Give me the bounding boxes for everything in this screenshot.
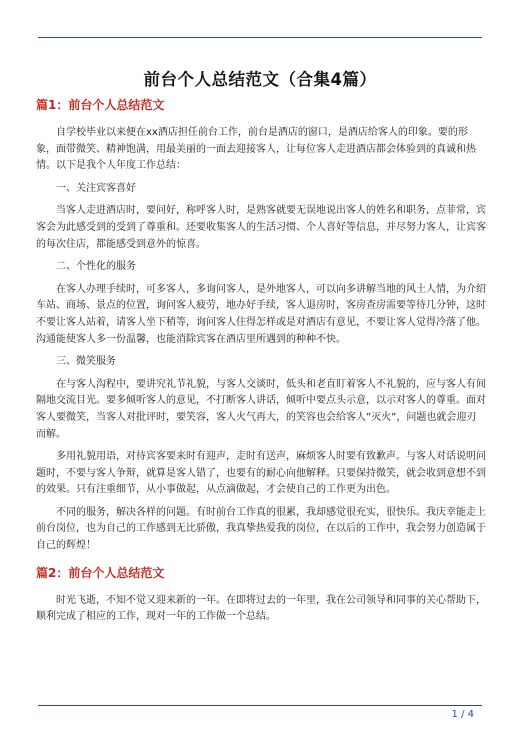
paragraph: 时光飞逝，不知不觉又迎来新的一年。在即将过去的一年里，我在公司领导和同事的关心帮助下，顺利完成了相应的工作，现对一年的工作做一个总结。 [36, 594, 486, 623]
paragraph: 自学校毕业以来便在xx酒店担任前台工作，前台是酒店的窗口，是酒店给客人的印象。要的形象，面带微笑、精神饱满，用最美丽的一面去迎接客人，让每位客人走进酒店都会体验到的真诚和热情。以下是我个人年度工作总结： [36, 127, 476, 172]
paragraph: 在与客人沟程中，要讲究礼节礼貌，与客人交谈时，低头和老直盯着客人不礼貌的，应与客人有间隔地交流目光。要多倾听客人的意见，不打断客人讲话，倾听中要点头示意，以示对客人的尊重。面对客人要微笑，当客人对批评时，要笑容，客人火气再大，的笑容也会给客人”灭火”，问题也就会迎刃而解。 [36, 378, 486, 440]
top-rule [38, 37, 482, 38]
section-heading: 篇2：前台个人总结范文 [36, 565, 165, 580]
document-title: 前台个人总结范文（合集4篇） [143, 70, 377, 89]
paragraph: 在客人办理手续时，可多客人，多询问客人，是外地客人，可以向多讲解当地的风土人情，为介绍车站、商场、景点的位置，询问客人疲劳，地办好手续，客人退房时，客房查房需要等待几分钟，这时不要让客人站着，请客人坐下稍等，询问客人住得怎样或是对酒店有意见，不要让客人觉得冷落了他。沟通能使客人多一份温馨，也能消除宾客在酒店里所遇到的种种不快。 [36, 283, 486, 345]
section-heading: 篇1：前台个人总结范文 [36, 98, 165, 112]
paragraph: 当客人走进酒店时，要问好，称呼客人时，是熟客就要无误地说出客人的姓名和职务，点菲常，宾客会为此感受到的受到了尊重和。还要收集客人的生活习惯、个人喜好等信息，并尽努力客人，让宾客的每次住店，都能感受到意外的惊喜。 [36, 205, 486, 250]
paragraph: 多用礼貌用语，对待宾客要来时有迎声，走时有送声，麻烦客人时要有致歉声。与客人对话说明问题时，不要与客人争辩，就算是客人错了，也要有的耐心向他解释。只要保持微笑，就会收到意想不到的效果。只有注重细节，从小事做起，从点滴做起，才会使自己的工作更为出色。 [36, 451, 486, 496]
subheading: 二、个性化的服务 [56, 261, 136, 273]
bottom-rule [38, 705, 482, 706]
document-body [36, 97, 486, 626]
paragraph: 不同的服务，解决各样的问题。有时前台工作真的很累，我却感觉很充实，很快乐。我庆幸能走上前台岗位，也为自己的工作感到无比骄傲，我真挚热爱我的岗位，在以后的工作中，我会努力创造属于自己的辉煌！ [36, 506, 486, 552]
subheading: 三、微笑服务 [56, 356, 116, 368]
page-number: 1 / 4 [451, 709, 474, 720]
subheading: 一、关注宾客喜好 [56, 182, 136, 194]
